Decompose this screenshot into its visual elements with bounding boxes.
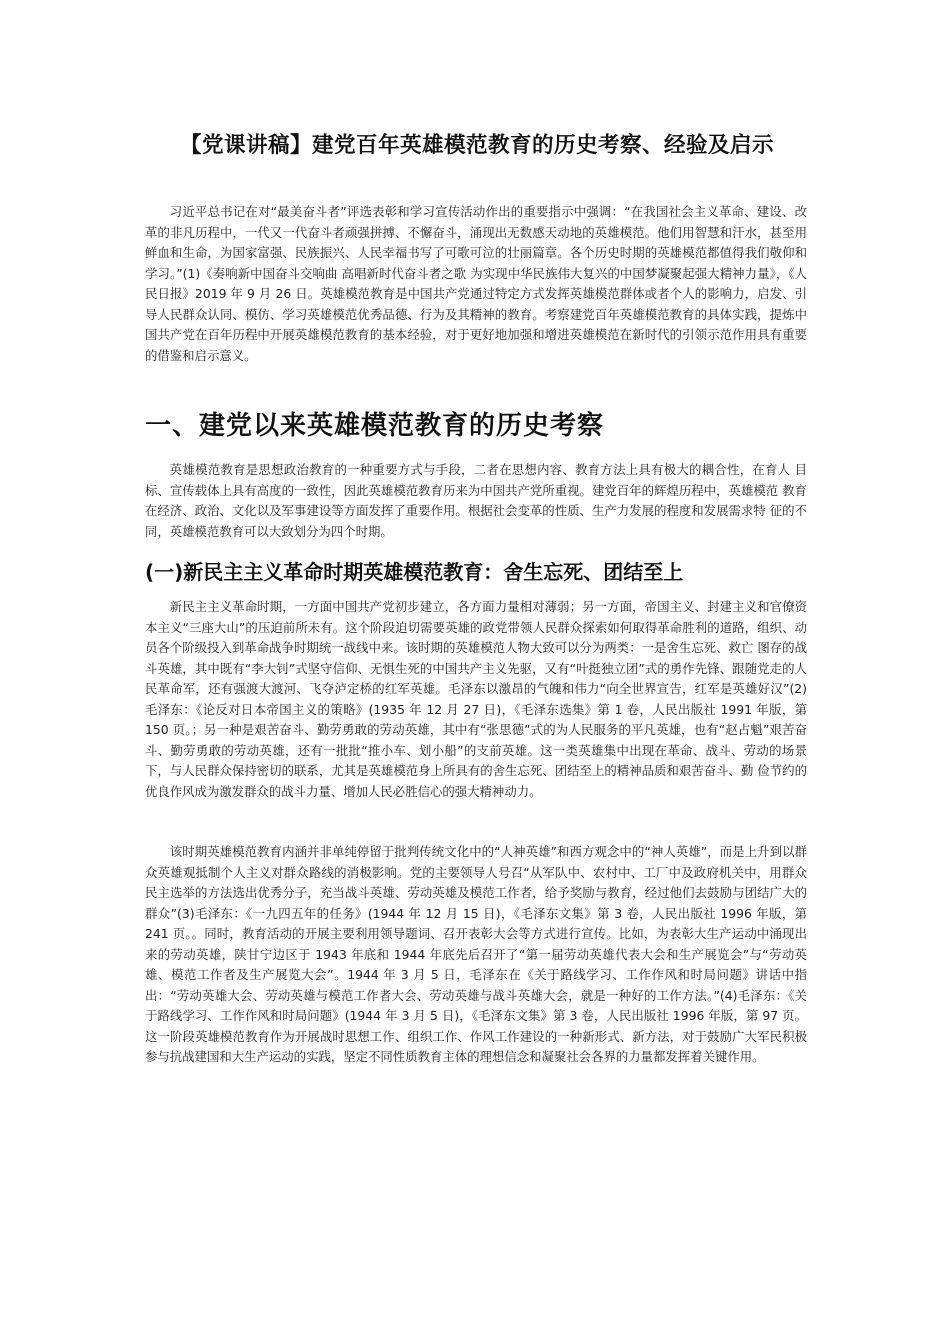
section-intro-paragraph: 英雄模范教育是思想政治教育的一种重要方式与手段，二者在思想内容、教育方法上具有极大的耦合性，在育人 目标、宣传载体上具有高度的一致性，因此英雄模范教育历来为中国共产党所重视。建党百年的辉煌历程中，英雄模范 教育在经济、政治、文化以及军事建设等方面发挥了重要作用。根据社会变革的性质、生产力发展的程度和发展需求特 征的不同，英雄模范教育可以大致划分为四个时期。 <box>145 462 807 539</box>
intro-paragraph: 习近平总书记在对“最美奋斗者”评选表彰和学习宣传活动作出的重要指示中强调：“在我国社会主义革命、建设、改革的非凡历程中，一代又一代奋斗者顽强拼搏、不懈奋斗，涌现出无数感天动地的英雄模范。他们用智慧和汗水，甚至用鲜血和生命，为国家富强、民族振兴、人民幸福书写了可歌可泣的壮丽篇章。各个历史时期的英雄模范都值得我们敬仰和学习。”(1)《奏响新中国奋斗交响曲 高唱新时代奋斗者之歌 为实现中华民族伟大复兴的中国梦凝聚起强大精神力量》，《人民日报》2019 年 9 月 26 日。英雄模范教育是中国共产党通过特定方式发挥英雄模范群体或者个人的影响力，启发、引导人民群众认同、模仿、学习英雄模范优秀品德、行为及其精神的教育。考察建党百年英雄模范教育的具体实践，提炼中国共产党在百年历程中开展英雄模范教育的基本经验，对于更好地加强和增进英雄模范在新时代的引领示范作用具有重要的借鉴和启示意义。 <box>145 204 807 363</box>
body-paragraph: 该时期英雄模范教育内涵并非单纯停留于批判传统文化中的“人神英雄”和西方观念中的“神人英雄”，而是上升到以群众英雄观抵制个人主义对群众路线的消极影响。党的主要领导人号召“从军队中、农村中、工厂中及政府机关中，用群众民主选举的方法选出优秀分子，充当战斗英雄、劳动英雄及模范工作者，给予奖励与教育，经过他们去鼓励与团结广大的群众”(3)毛泽东：《一九四五年的任务》(1944 年 12 月 15 日)，《毛泽东文集》第 3 卷，人民出版社 1996 年版，第 241 页。。同时，教育活动的开展主要利用领导题词、召开表彰大会等方式进行宣传。比如，为表彰大生产运动中涌现出来的劳动英雄，陕甘宁边区于 1943 年底和 1944 年底先后召开了“第一届劳动英雄代表大会和生产展览会”与“劳动英雄、模范工作者及生产展览大会”。1944 年 3 月 5 日，毛泽东在《关于路线学习、工作作风和时局问题》讲话中指出：“劳动英雄大会、劳动英雄与模范工作者大会、劳动英雄与战斗英雄大会，就是一种好的工作方法。”(4)毛泽东：《关于路线学习、工作作风和时局问题》(1944 年 3 月 5 日)，《毛泽东文集》第 3 卷，人民出版社 1996 年版，第 97 页。这一阶段英雄模范教育作为开展战时思想工作、组织工作、作风工作建设的一种新形式、新方法，对于鼓励广大军民积极参与抗战建国和大生产运动的实践，坚定不同性质教育主体的理想信念和凝聚社会各界的力量都发挥着关键作用。 <box>145 844 807 1064</box>
subsection-heading: (一)新民主主义革命时期英雄模范教育：舍生忘死、团结至上 <box>145 560 684 584</box>
body-paragraph: 新民主主义革命时期，一方面中国共产党初步建立，各方面力量相对薄弱；另一方面，帝国主义、封建主义和官僚资本主义“三座大山”的压迫前所未有。这个阶段迫切需要英雄的政党带领人民群众探索如何取得革命胜利的道路，组织、动员各个阶级投入到革命战争时期统一战线中来。该时期的英雄模范人物大致可以分为两类：一是舍生忘死、救亡 图存的战斗英雄，其中既有“李大钊”式坚守信仰、无惧生死的中国共产主义先驱，又有“叶挺独立团”式的勇作先锋、跟随党走的人民革命军，还有强渡大渡河、飞夺泸定桥的红军英雄。毛泽东以激昂的气魄和伟力“向全世界宣告，红军是英雄好汉”(2)毛泽东：《论反对日本帝国主义的策略》(1935 年 12 月 27 日)，《毛泽东选集》第 1 卷，人民出版社 1991 年版，第 150 页。；另一种是艰苦奋斗、勤劳勇敢的劳动英雄，其中有“张思德”式的为人民服务的平凡英雄，也有“赵占魁”艰苦奋斗、勤劳勇敢的劳动英雄，还有一批批“推小车、划小船”的支前英雄。这一类英雄集中出现在革命、战斗、劳动的场景下，与人民群众保持密切的联系，尤其是英雄模范身上所具有的舍生忘死、团结至上的精神品质和艰苦奋斗、勤 俭节约的优良作风成为激发群众的战斗力量、增加人民必胜信心的强大精神动力。 <box>145 599 807 799</box>
section-heading: 一、建党以来英雄模范教育的历史考察 <box>145 411 605 441</box>
document-title: 【党课讲稿】建党百年英雄模范教育的历史考察、经验及启示 <box>180 133 775 158</box>
